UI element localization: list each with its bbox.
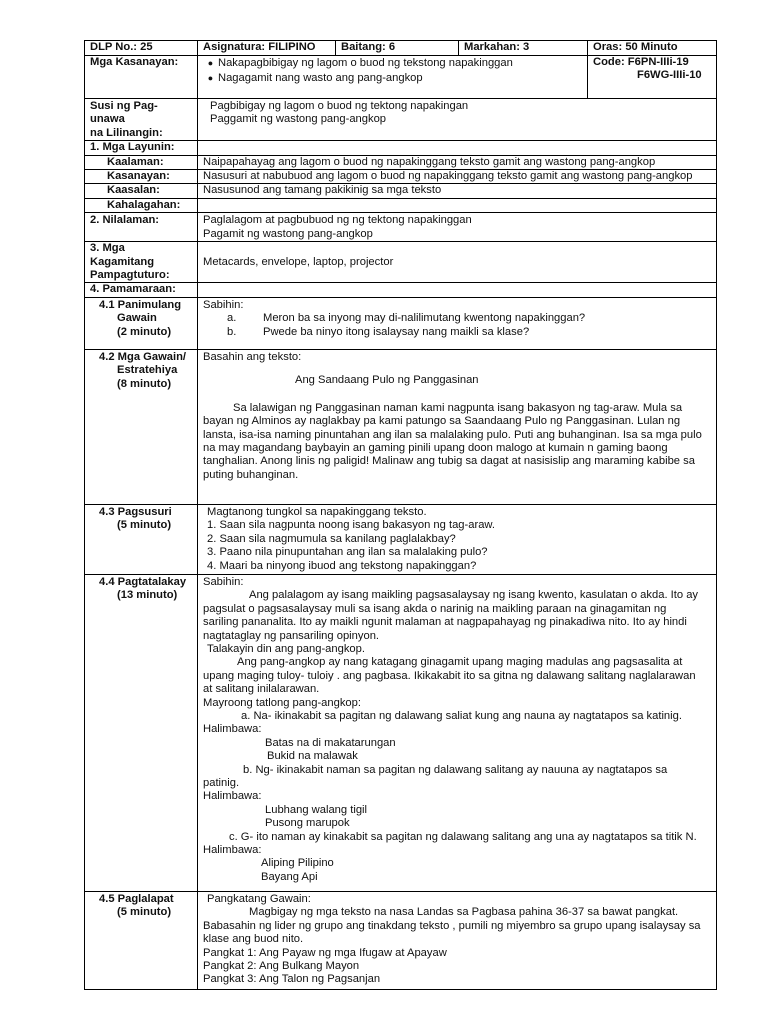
bullet-icon: ● — [207, 73, 214, 84]
kasanayan-layunin-value: Nasusuri at nabubuod ang lagom o buod ng napakinggang teksto gamit ang wastong pang-angkop — [198, 170, 717, 184]
kasanayan-item: ● Nakapagbibigay ng lagom o buod ng tekstong napakinggan — [203, 57, 582, 70]
kasanayan-label: Mga Kasanayan: — [85, 56, 198, 99]
code-secondary: F6WG-IIIi-10 — [637, 69, 702, 82]
pamamaraan-label: 4. Pamamaraan: — [85, 283, 198, 297]
question-item: 4. Maari ba ninyong ibuod ang tekstong napakinggan? — [207, 559, 477, 572]
susi-row — [85, 99, 717, 141]
mga-gawain-label: 4.2 Mga Gawain/ Estratehiya (8 minuto) — [85, 349, 198, 504]
baitang: Baitang: 6 — [336, 41, 459, 56]
code-cell — [588, 56, 717, 99]
group-item: Pangkat 2: Ang Bulkang Mayon — [203, 959, 360, 972]
group-item: Pangkat 1: Ang Payaw ng mga Ifugaw at Apayaw — [203, 946, 447, 959]
markahan: Markahan: 3 — [459, 41, 588, 56]
oras: Oras: 50 Minuto — [588, 41, 717, 56]
kahalagahan-label: Kahalagahan: — [85, 198, 198, 212]
pagtatalakay-content: Sabihin: Ang palalagom ay isang maikling pagsasalaysay ng isang kwento, kasulatan o akda. Ito ay pagsulat o pagsasalaysay muli sa isang akda o narinig na maikling paraan na ginagamitan ng sariling pananalita. Ito ay maikli ngunit malaman at nagpapahayag ng pinakadiwa nito. Ito ay hindi nagtataglay ng pansariling opinyon. Talakayin din ang pang-angkop. Ang pang-angkop ay nang katagang ginagamit upang maging madulas ang pagsasalita at upang maging tuloy- tuloiy . ang pagbasa. Ikikakabit ito sa gitna ng dalawang salitang naglalarawan at salitang inilalarawan. Mayroong tatlong pang-angkop: a. Na- ikinakabit sa pagitan ng dalawang saliat kung ang nauna ay nagtatapos sa katinig. Halimbawa: Batas na di makatarungan Bukid na malawak b. Ng- ikinakabit naman sa pagitan ng dalawang salitang ay nauuna ay nagtatapos sa patinig. Halimbawa: Lubhang walang tigil Pusong marupok c. G- ito naman ay kinakabit sa pagitan ng dalawang salitang ang una ay nagtatapos sa titik N. Halimbawa: Aliping Pilipino Bayang Api — [198, 574, 717, 891]
pagsusuri-row — [85, 504, 717, 574]
code-primary: Code: F6PN-IIIi-19 — [593, 56, 689, 68]
example-item: Pusong marupok — [265, 817, 350, 830]
mga-gawain-row — [85, 349, 717, 504]
lesson-plan-table — [84, 40, 717, 990]
group-item: Pangkat 3: Ang Talon ng Pagsanjan — [203, 973, 381, 986]
kaalaman-row — [85, 155, 717, 169]
susi-content: Pagbibigay ng lagom o buod ng tektong napakingan Paggamit ng wastong pang-angkop — [198, 99, 717, 141]
paglalapat-content: Pangkatang Gawain: Magbigay ng mga teksto na nasa Landas sa Pagbasa pahina 36-37 sa bawat pangkat. Babasahin ng lider ng grupo ang tinakdang teksto , pumili ng miyembro sa grupo upang isalaysay sa klase ang buod nito. Pangkat 1: Ang Payaw ng mga Ifugaw at Apayaw Pangkat 2: Ang Bulkang Mayon Pangkat 3: Ang Talon ng Pagsanjan — [198, 891, 717, 989]
kasanayan-row — [85, 56, 717, 99]
question-item: b. Pwede ba ninyo itong isalaysay nang maikli sa klase? — [227, 325, 530, 338]
pang-angkop-b: b. Ng- ikinakabit naman sa pagitan ng dalawang salitang ay nauuna ay nagtatapos sa — [243, 763, 668, 776]
kagamitan-row — [85, 242, 717, 283]
kaasalan-label: Kaasalan: — [85, 184, 198, 198]
example-item: Lubhang walang tigil — [265, 803, 368, 816]
question-item: 3. Paano nila pinupuntahan ang ilan sa malalaking pulo? — [207, 546, 488, 559]
kaalaman-value: Naipapahayag ang lagom o buod ng napakinggang teksto gamit ang wastong pang-angkop — [198, 155, 717, 169]
pagsusuri-label: 4.3 Pagsusuri (5 minuto) — [85, 504, 198, 574]
pagtatalakay-label: 4.4 Pagtatalakay (13 minuto) — [85, 574, 198, 891]
susi-label: Susi ng Pag-unawa na Lilinangin: — [85, 99, 198, 141]
asignatura: Asignatura: FILIPINO — [198, 41, 336, 56]
example-item: Aliping Pilipino — [261, 857, 334, 870]
nilalaman-row — [85, 213, 717, 242]
lesson-plan-document — [84, 40, 716, 986]
layunin-label: 1. Mga Layunin: — [85, 141, 198, 155]
pagsusuri-content: Magtanong tungkol sa napakinggang teksto. 1. Saan sila nagpunta noong isang bakasyon ng tag-araw. 2. Saan sila nagmumula sa kanilang paglalakbay? 3. Paano nila pinupuntahan ang ilan sa malalaking pulo? 4. Maari ba ninyong ibuod ang tekstong napakinggan? — [198, 504, 717, 574]
pang-angkop-c: c. G- ito naman ay kinakabit sa pagitan ng dalawang salitang ang una ay nagtatapos sa titik N. — [229, 830, 697, 843]
panimulang-gawain-row — [85, 297, 717, 349]
panimulang-gawain-content: Sabihin: a. Meron ba sa inyong may di-nalilimutang kwentong napakinggan? b. Pwede ba ninyo itong isalaysay nang maikli sa klase? — [198, 297, 717, 349]
mga-gawain-content: Basahin ang teksto: Ang Sandaang Pulo ng Panggasinan Sa lalawigan ng Panggasinan naman kami nagpunta isang bakasyon ng tag-araw. Mula sa bayan ng Alminos ay naglakbay pa kami patungo sa Saandaang Pulo ng Panggasinan. Lulan ng lansta, isa-isa naming pinuntahan ang ilan sa malalaking pulo. Puti ang buhanginan. Isa sa mga pulo na may magandang baybayin an gaming pinili upang doon malogo at kumain n gaming baong tanghalian. Anong linis ng paligid! Malinaw ang tubig sa dagat at nasisislip ang maraming kabibe sa puting buhanginan. — [198, 349, 717, 504]
story-text: Sa lalawigan ng Panggasinan naman kami nagpunta isang bakasyon ng tag-araw. Mula sa bayan ng Alminos ay naglakbay pa kami patungo sa Saandaang Pulo ng Panggasinan. Lulan ng lansta, isa-isa naming pinuntahan ang ilan sa malalaking pulo. Puti ang buhanginan. Isa sa mga pulo na may magandang baybayin an gaming pinili upang doon malogo at kumain n gaming baong tanghalian. Anong linis ng paligid! Malinaw ang tubig sa dagat at nasisislip ang maraming kabibe sa puting buhanginan. — [203, 401, 702, 481]
question-item: 1. Saan sila nagpunta noong isang bakasyon ng tag-araw. — [207, 519, 495, 532]
paglalapat-label: 4.5 Paglalapat (5 minuto) — [85, 891, 198, 989]
question-item: 2. Saan sila nagmumula sa kanilang paglalakbay? — [207, 532, 456, 545]
kasanayan-list — [198, 56, 588, 99]
kasanayan-item: ● Nagagamit nang wasto ang pang-angkop — [203, 72, 582, 85]
nilalaman-content: Paglalagom at pagbubuod ng ng tektong napakinggan Pagamit ng wastong pang-angkop — [198, 213, 717, 242]
panimulang-gawain-label: 4.1 Panimulang Gawain (2 minuto) — [85, 297, 198, 349]
pang-angkop-a: a. Na- ikinakabit sa pagitan ng dalawang saliat kung ang nauna ay nagtatapos sa katinig. — [241, 709, 682, 722]
example-item: Bukid na malawak — [267, 750, 358, 763]
kagamitan-label: 3. Mga Kagamitang Pampagtuturo: — [85, 242, 198, 283]
header-row — [85, 41, 717, 56]
kasanayan-layunin-label: Kasanayan: — [85, 170, 198, 184]
kaasalan-row — [85, 184, 717, 198]
story-title: Ang Sandaang Pulo ng Panggasinan — [295, 374, 479, 387]
pamamaraan-row — [85, 283, 717, 297]
kasanayan-layunin-row — [85, 170, 717, 184]
example-item: Batas na di makatarungan — [265, 736, 396, 749]
bullet-icon: ● — [207, 58, 214, 68]
kaasalan-value: Nasusunod ang tamang pakikinig sa mga teksto — [198, 184, 717, 198]
dlp-number: DLP No.: 25 — [85, 41, 198, 56]
kaalaman-label: Kaalaman: — [85, 155, 198, 169]
layunin-row — [85, 141, 717, 155]
kagamitan-value: Metacards, envelope, laptop, projector — [198, 242, 717, 283]
nilalaman-label: 2. Nilalaman: — [85, 213, 198, 242]
question-item: a. Meron ba sa inyong may di-nalilimutang kwentong napakinggan? — [227, 312, 586, 325]
kahalagahan-row — [85, 198, 717, 212]
paglalapat-row — [85, 891, 717, 989]
pagtatalakay-row — [85, 574, 717, 891]
example-item: Bayang Api — [261, 870, 318, 883]
